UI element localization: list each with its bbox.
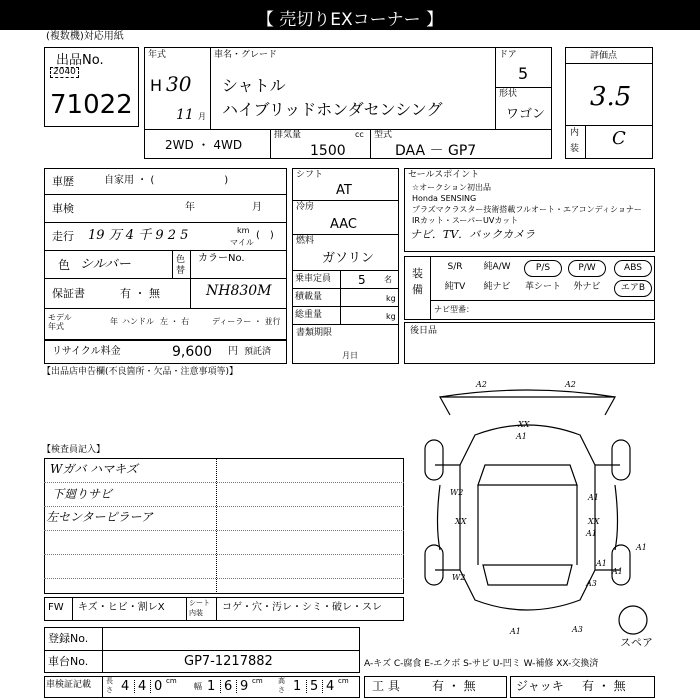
capacity-unit: 名 bbox=[384, 275, 392, 284]
warranty-label: 保証書 bbox=[52, 287, 85, 300]
mileage-label: 走行 bbox=[52, 230, 74, 243]
width-cm-unit: cm bbox=[252, 677, 263, 685]
lot-label: 出品No. bbox=[56, 53, 104, 68]
dims-label: 車検証記載 bbox=[46, 680, 92, 690]
damage-mark-1: A2 bbox=[476, 380, 487, 389]
recycle-unit: 円 bbox=[228, 346, 238, 357]
damage-mark-11: W2 bbox=[452, 573, 466, 582]
damage-mark-15: A1 bbox=[510, 627, 521, 636]
equipment-label-2: 備 bbox=[412, 283, 423, 296]
length-label: 長さ bbox=[106, 677, 113, 694]
aftermarket-box bbox=[404, 322, 655, 364]
model-label: 型式 bbox=[374, 130, 393, 140]
width-digit: 1 bbox=[207, 679, 216, 694]
damage-mark-5: W2 bbox=[450, 488, 464, 497]
lot-number: 71022 bbox=[50, 90, 133, 120]
color-value: シルバー bbox=[80, 257, 131, 272]
month-unit: 月 bbox=[198, 112, 206, 121]
ac: AAC bbox=[330, 217, 357, 232]
model-year-unit: 年 bbox=[110, 317, 118, 326]
shape-label: 形状 bbox=[499, 89, 518, 99]
equipment-item: 純A/W bbox=[483, 262, 511, 272]
model-year-label: モデル年式 bbox=[48, 313, 72, 331]
inspection-month-unit: 月 bbox=[252, 202, 262, 213]
damage-mark-14: A3 bbox=[572, 625, 583, 634]
load-unit: kg bbox=[386, 294, 396, 303]
jack-value: 有 ・ 無 bbox=[582, 679, 626, 693]
handle-value: 左 ・ 右 bbox=[160, 317, 190, 326]
km-unit: km bbox=[237, 226, 250, 235]
load-label: 積載量 bbox=[295, 292, 323, 302]
color-no-label: カラーNo. bbox=[198, 253, 245, 264]
shift-label: シフト bbox=[296, 170, 324, 180]
navi-label: ナビ型番： bbox=[434, 305, 474, 314]
dealer-label: ディーラー ・ 並行 bbox=[212, 317, 281, 326]
height-label: 高さ bbox=[278, 677, 285, 694]
jack-label: ジャッキ bbox=[516, 679, 564, 693]
vehicle-name: シャトル bbox=[222, 76, 286, 95]
remarks-header: 【出品店申告欄(不良箇所・欠品・注意事項等)】 bbox=[42, 367, 239, 377]
equipment-item: P/S bbox=[524, 260, 562, 277]
fw-value: キズ・ヒビ・割レX bbox=[78, 602, 165, 613]
inspector-note-1: Wガバ ハマキズ bbox=[50, 462, 138, 476]
damage-mark-2: A2 bbox=[565, 380, 576, 389]
handle-label: ハンドル bbox=[122, 317, 154, 326]
inspector-note-2: 下廻りサビ bbox=[52, 487, 113, 501]
month: 11 bbox=[176, 107, 194, 123]
fuel-label: 燃料 bbox=[296, 236, 315, 246]
capacity-label: 乗車定員 bbox=[295, 274, 332, 284]
seat-value: コゲ・穴・汚レ・シミ・破レ・スレ bbox=[222, 602, 382, 613]
inspector-notes-box bbox=[44, 458, 404, 594]
color-no: NH830M bbox=[206, 283, 272, 299]
recycle-value: 9,600 bbox=[172, 344, 213, 360]
year: 30 bbox=[166, 72, 192, 96]
mileage-value: 19 万 4 千 9 2 5 bbox=[88, 228, 189, 243]
vehicle-grade: ハイブリッドホンダセンシング bbox=[222, 100, 443, 119]
damage-mark-12: A1 bbox=[596, 559, 607, 568]
legend: A-キズ C-腐食 E-エクボ S-サビ U-凹ミ W-補修 XX-交換済 bbox=[364, 659, 599, 669]
chassis-label: 車台No. bbox=[48, 655, 89, 668]
drive: 2WD ・ 4WD bbox=[165, 138, 243, 152]
recycle-note: 預託済 bbox=[244, 347, 272, 357]
equipment-item: ABS bbox=[614, 260, 652, 277]
damage-mark-4: A1 bbox=[516, 432, 527, 441]
fw-label: FW bbox=[48, 602, 64, 613]
ac-label: 冷房 bbox=[296, 202, 315, 212]
height-digit: 1 bbox=[293, 679, 302, 694]
damage-mark-10: A1 bbox=[636, 543, 647, 552]
inspection-year-unit: 年 bbox=[185, 202, 195, 213]
name-label: 車名・グレード bbox=[214, 50, 278, 60]
sales-point-hand: ナビ．TV．バックカメラ bbox=[410, 228, 536, 241]
sales-point-4: IRカット・スーパーUVカット bbox=[412, 216, 519, 225]
equipment-item: 純TV bbox=[444, 282, 466, 292]
damage-mark-8: XX bbox=[588, 517, 600, 526]
door-label: ドア bbox=[499, 50, 517, 60]
damage-mark-6: A1 bbox=[588, 493, 599, 502]
height-digit: 5 bbox=[306, 680, 318, 693]
tools-value: 有 ・ 無 bbox=[432, 679, 476, 693]
mileage-paren: ( ) bbox=[256, 230, 274, 241]
length-digit: 4 bbox=[134, 680, 146, 693]
spare-label: スペア bbox=[620, 636, 653, 649]
equipment-item: 外ナビ bbox=[573, 282, 601, 292]
interior-label-2: 装 bbox=[570, 144, 580, 154]
warranty-value: 有 ・ 無 bbox=[120, 287, 160, 300]
equipment-item: P/W bbox=[568, 260, 606, 277]
shift: AT bbox=[336, 183, 352, 198]
top-note: (複数機)対応用紙 bbox=[46, 31, 124, 42]
displacement-label: 排気量 bbox=[274, 130, 302, 140]
inspector-header: 【検査員記入】 bbox=[42, 445, 106, 455]
score-value: 3.5 bbox=[590, 82, 632, 112]
history-value: 自家用 ・ ( ) bbox=[104, 175, 229, 186]
seat-label-2: 内装 bbox=[189, 609, 203, 617]
chassis-number: GP7-1217882 bbox=[184, 654, 273, 669]
reg-label: 登録No. bbox=[48, 632, 89, 645]
history-label: 車歴 bbox=[52, 175, 74, 188]
cc-unit: cc bbox=[355, 130, 364, 139]
equipment-item: エアB bbox=[614, 280, 652, 297]
shape: ワゴン bbox=[506, 107, 546, 122]
color-label: 色 bbox=[58, 258, 71, 272]
damage-mark-7: XX bbox=[455, 517, 467, 526]
equipment-label-1: 装 bbox=[412, 267, 423, 280]
docs-label: 書類期限 bbox=[296, 328, 333, 338]
model: DAA － GP7 bbox=[395, 143, 477, 159]
sales-point-2: Honda SENSING bbox=[412, 194, 477, 203]
sales-point-1: ☆オークション初出品 bbox=[412, 183, 492, 192]
damage-mark-3: XX bbox=[518, 420, 530, 429]
gross-unit: kg bbox=[386, 312, 396, 321]
year-label: 年式 bbox=[148, 50, 167, 60]
equipment-item: 革シート bbox=[524, 282, 561, 292]
displacement: 1500 bbox=[310, 143, 346, 159]
interior-value: C bbox=[612, 128, 626, 149]
sales-points-label: セールスポイント bbox=[408, 170, 480, 180]
equipment-item: 純ナビ bbox=[483, 282, 511, 292]
width-digit: 6 bbox=[220, 680, 232, 693]
color-change: 色替 bbox=[176, 255, 186, 276]
capacity: 5 bbox=[358, 273, 366, 287]
inspection-label: 車検 bbox=[52, 202, 74, 215]
docs-unit: 月日 bbox=[342, 351, 358, 360]
lot-sub: 2040 bbox=[50, 67, 79, 78]
width-label: 幅 bbox=[194, 682, 202, 691]
damage-mark-9: A1 bbox=[586, 529, 597, 538]
seat-label-1: シート bbox=[189, 599, 210, 607]
inspector-note-3: 左センターピラーア bbox=[46, 510, 153, 524]
era: H bbox=[150, 76, 163, 95]
score-label: 評価点 bbox=[590, 51, 618, 61]
sales-point-3: プラズマクラスター技術搭載フルオート・エアコンディショナー bbox=[412, 205, 642, 214]
height-cm-unit: cm bbox=[338, 677, 349, 685]
mile-unit: マイル bbox=[230, 238, 254, 247]
car-damage-diagram bbox=[405, 375, 660, 640]
damage-mark-13: A3 bbox=[586, 579, 597, 588]
height-digit: 4 bbox=[322, 680, 334, 693]
length-digit: 4 bbox=[121, 679, 130, 694]
equipment-item: S/R bbox=[447, 262, 463, 272]
header-title: 【 売切りEXコーナー 】 bbox=[256, 10, 444, 30]
interior-label-1: 内 bbox=[570, 128, 580, 138]
aftermarket-label: 後日品 bbox=[410, 326, 438, 336]
damage-mark-16: A1 bbox=[612, 567, 623, 576]
tools-label: 工 具 bbox=[372, 679, 400, 693]
width-digit: 9 bbox=[236, 680, 248, 693]
fuel: ガソリン bbox=[322, 251, 375, 266]
gross-label: 総重量 bbox=[295, 310, 323, 320]
length-cm-unit: cm bbox=[166, 677, 177, 685]
recycle-label: リサイクル料金 bbox=[52, 346, 121, 357]
doors: 5 bbox=[518, 64, 529, 83]
length-digit: 0 bbox=[150, 680, 162, 693]
